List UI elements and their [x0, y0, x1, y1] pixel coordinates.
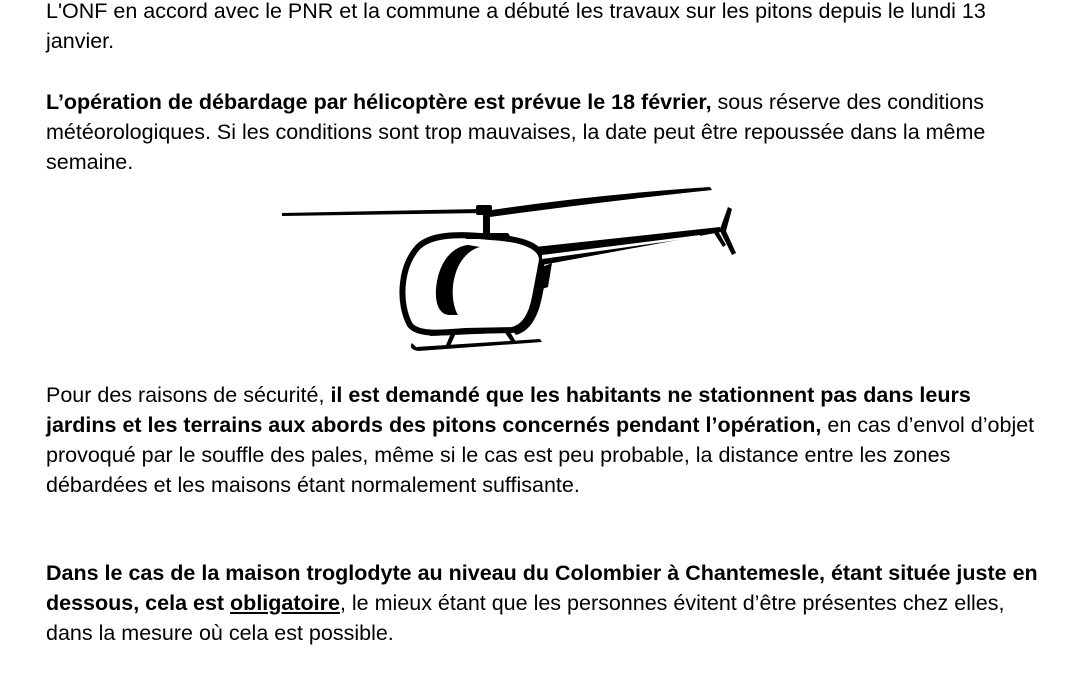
safety-request: il est demandé que les habitants ne stationnent pas dans leurs jardins et les terrains aux abords des pitons concernés pendant l’opération, [46, 383, 971, 437]
mandatory-word: obligatoire [230, 591, 340, 615]
rotor-blade-left [282, 209, 485, 216]
troglodyte-advice: , le mieux étant que les personnes évitent d’être présentes chez elles, dans la mesure où cela est possible. [46, 591, 1005, 645]
date-announcement: L’opération de débardage par hélicoptère est prévue le 18 février, [46, 90, 712, 114]
tail-fin [720, 207, 736, 255]
troglodyte-paragraph [46, 558, 1046, 648]
safety-reason: en cas d’envol d’objet provoqué par le souffle des pales, même si le cas est peu probable, la distance entre les zones débardées et les maisons étant normalement suffisante. [46, 413, 1035, 497]
weather-condition-text: sous réserve des conditions météorologiques. Si les conditions sont trop mauvaises, la date peut être repoussée dans la même semaine. [46, 90, 986, 174]
rotor-blade-right [485, 187, 712, 217]
tail-stabilizer [542, 263, 552, 289]
intro-paragraph [46, 0, 1046, 56]
rotor-hub [476, 205, 492, 215]
safety-intro: Pour des raisons de sécurité, [46, 383, 331, 407]
landing-skid [416, 339, 542, 351]
troglodyte-warning: Dans le cas de la maison troglodyte au niveau du Colombier à Chantemesle, étant située juste en dessous, cela est [46, 561, 1038, 615]
helicopter-date-paragraph [46, 87, 1046, 177]
rotor-mast [483, 215, 490, 233]
helicopter-icon [280, 185, 742, 357]
safety-paragraph [46, 380, 1046, 500]
cabin-window [436, 245, 480, 315]
intro-text: L'ONF en accord avec le PNR et la commune a débuté les travaux sur les pitons depuis le lundi 13 janvier. [46, 0, 986, 53]
